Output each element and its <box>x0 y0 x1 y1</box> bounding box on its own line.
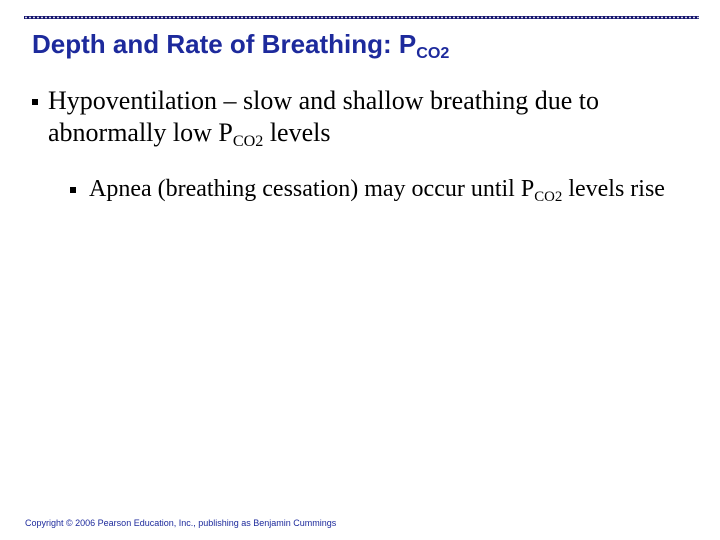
title-divider-texture <box>24 16 699 19</box>
bullet-text-end: levels <box>263 118 331 147</box>
bullet-hypoventilation <box>48 85 688 149</box>
bullet-text: Hypoventilation – slow and shallow breathing due to abnormally low P <box>48 86 599 147</box>
bullet-apnea <box>89 173 689 205</box>
slide-title-main: Depth and Rate of Breathing: P <box>32 29 417 59</box>
square-bullet-icon <box>70 187 76 193</box>
copyright-footer: Copyright © 2006 Pearson Education, Inc., publishing as Benjamin Cummings <box>25 518 337 528</box>
bullet-text-end: levels rise <box>562 176 665 202</box>
bullet-text: Apnea (breathing cessation) may occur until P <box>89 176 535 202</box>
bullet-subscript: CO2 <box>232 133 264 151</box>
slide-title <box>32 28 450 63</box>
square-bullet-icon <box>32 99 38 105</box>
bullet-subscript: CO2 <box>534 189 563 206</box>
slide-title-subscript: CO2 <box>416 44 450 63</box>
